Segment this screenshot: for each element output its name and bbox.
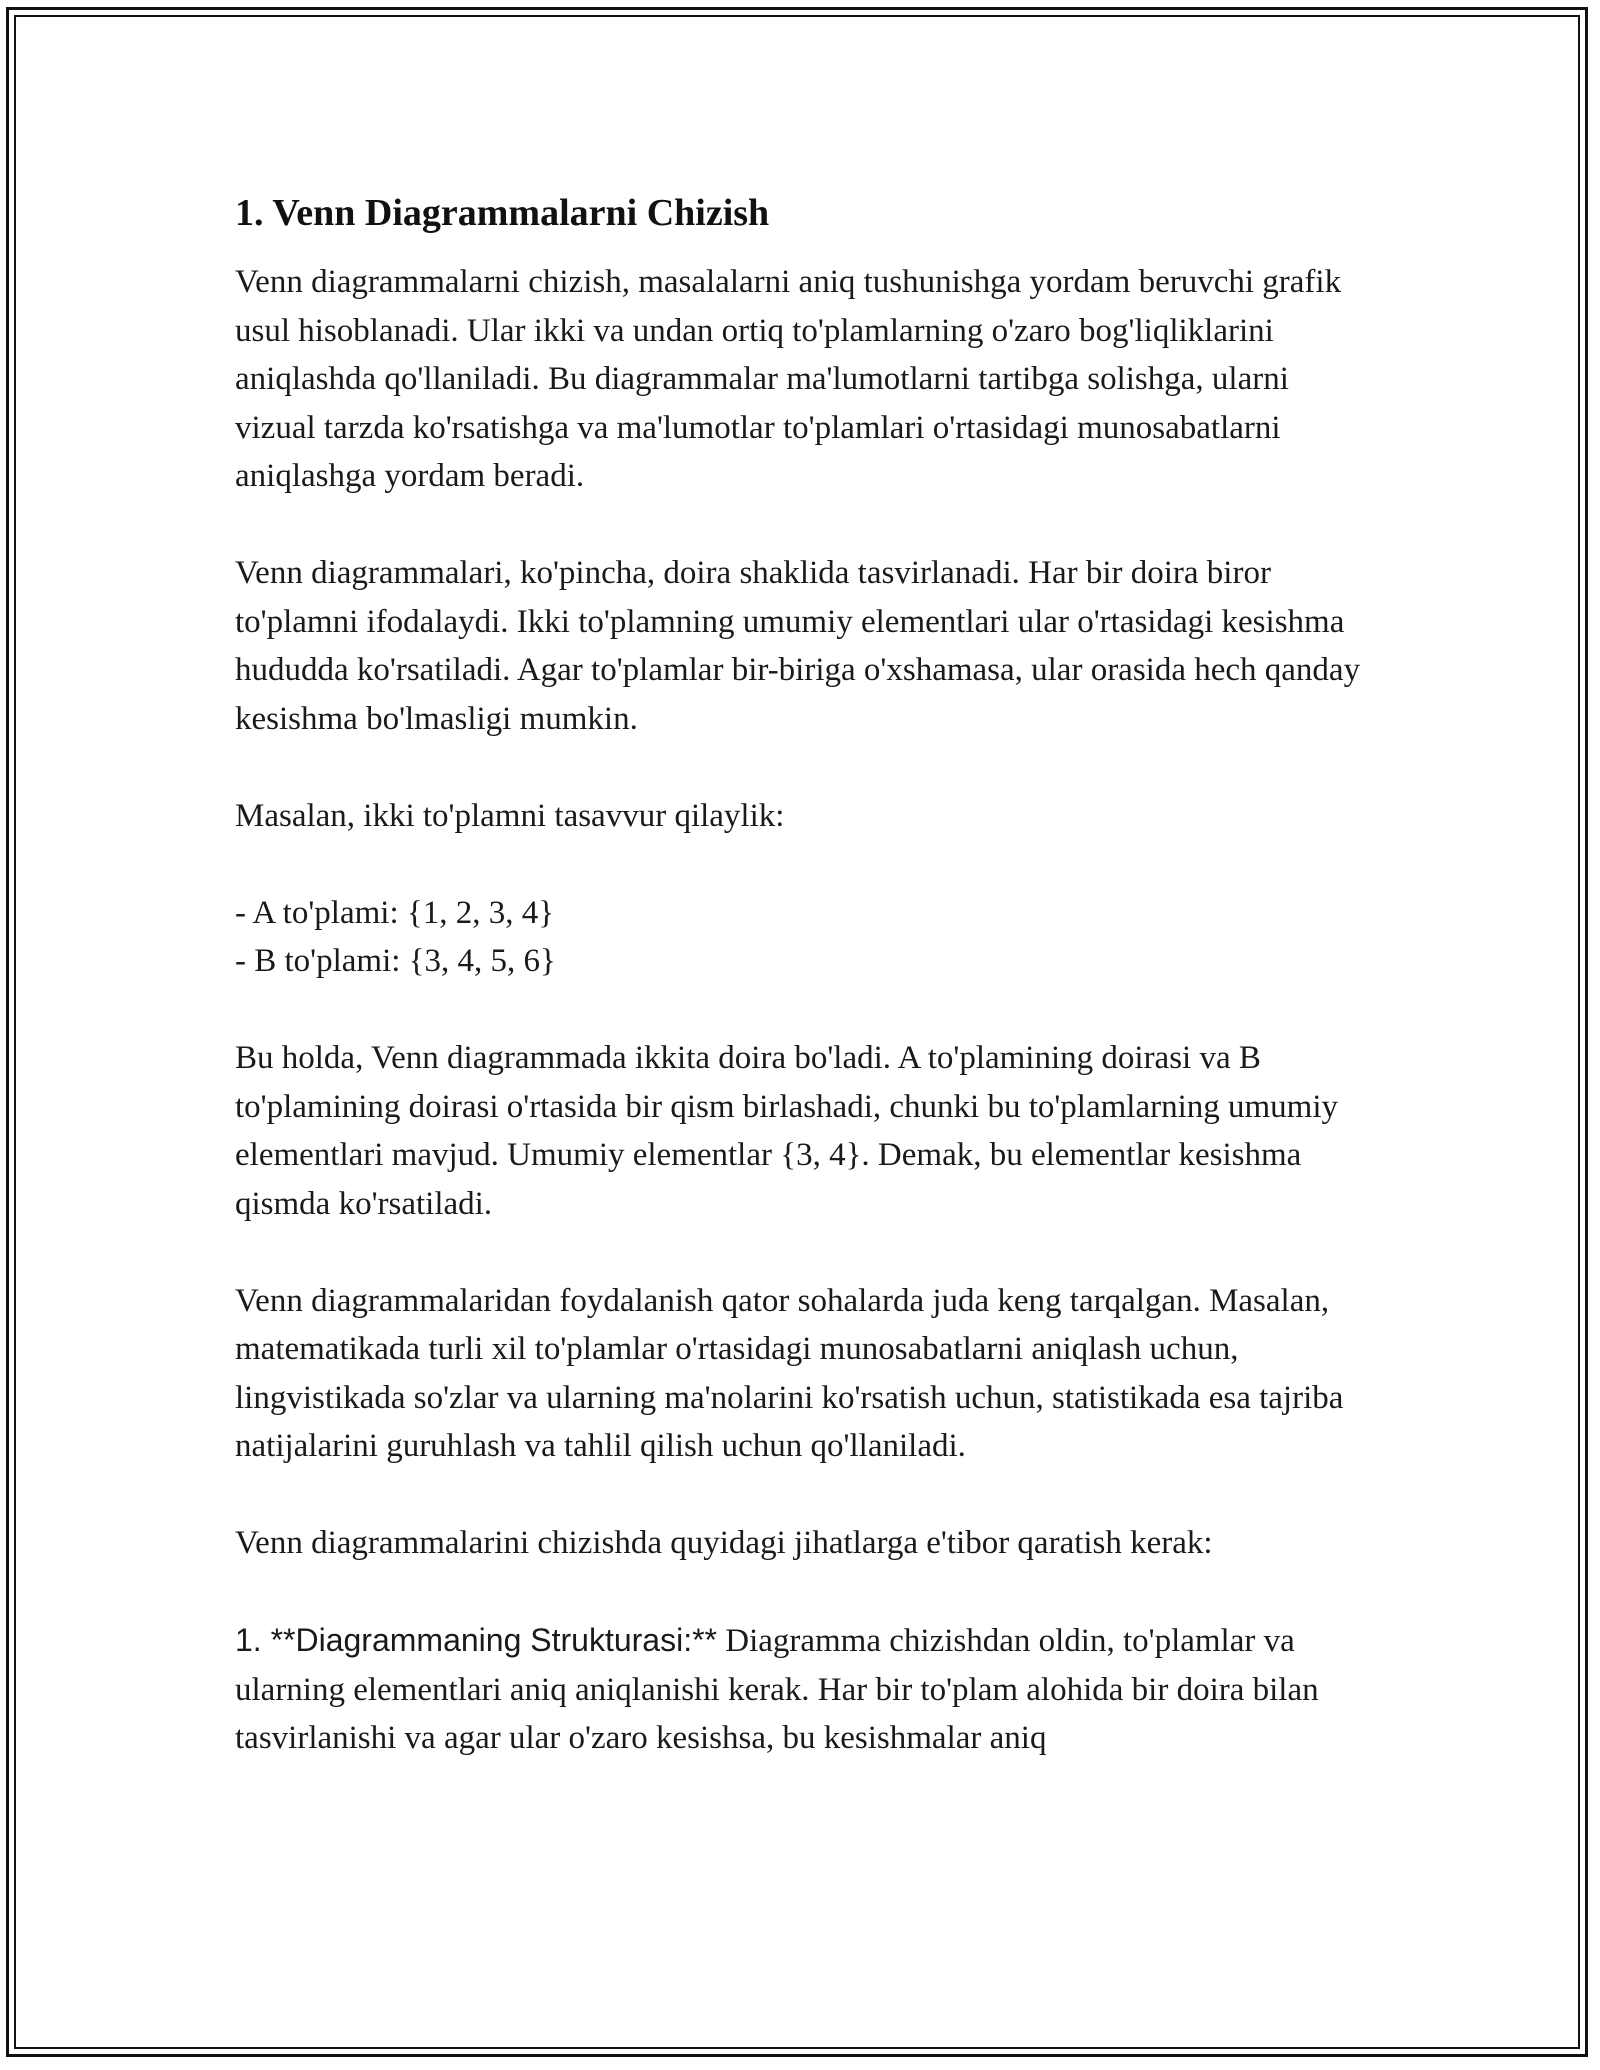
list-item-set-b: - B to'plami: {3, 4, 5, 6} [235,943,556,979]
paragraph-circles: Venn diagrammalari, ko'pincha, doira shaklida tasvirlanadi. Har bir doira biror to'plamni ifodalaydi. Ikki to'plamning umumiy elementlari ular o'rtasidagi kesishma hududda ko'rsatiladi. Agar to'plamlar bir-biriga o'xshamasa, ular orasida hech qanday kesishma bo'lmasligi mumkin. [235,555,1361,737]
numbered-item-prefix: 1. **Diagrammaning Strukturasi:** [235,1622,717,1658]
paragraph-example-intro: Masalan, ikki to'plamni tasavvur qilaylik: [235,797,785,834]
document-body [235,186,1375,1763]
list-item-set-a: - A to'plami: {1, 2, 3, 4} [235,894,555,931]
section-heading: 1. Venn Diagrammalarni Chizish [235,192,770,234]
numbered-item-text: Diagramma chizishdan oldin, to'plamlar va ularning elementlari aniq aniqlanishi kerak. Har bir to'plam alohida bir doira bilan tasvirlanishi va agar ular o'zaro kesishsa, bu kesishmalar aniq [235,1623,1319,1756]
paragraph-intro: Venn diagrammalarni chizish, masalalarni aniq tushunishga yordam beruvchi grafik usul hisoblanadi. Ular ikki va undan ortiq to'plamlarning o'zaro bog'liqliklarini aniqlashda qo'llaniladi. Bu diagrammalar ma'lumotlarni tartibga solishga, ularni vizual tarzda ko'rsatishga va ma'lumotlar to'plamlari o'rtasidagi munosabatlarni aniqlashga yordam beradi. [235,264,1342,494]
paragraph-considerations-intro: Venn diagrammalarini chizishda quyidagi jihatlarga e'tibor qaratish kerak: [235,1525,1213,1561]
numbered-item-structure [235,1616,1375,1763]
paragraph-example-explanation: Bu holda, Venn diagrammada ikkita doira bo'ladi. A to'plamining doirasi va B to'plamining doirasi o'rtasida bir qism birlashadi, chunki bu to'plamlarning umumiy elementlari mavjud. Umumiy elementlar {3, 4}. Demak, bu elementlar kesishma qismda ko'rsatiladi. [235,1040,1339,1222]
paragraph-applications: Venn diagrammalaridan foydalanish qator sohalarda juda keng tarqalgan. Masalan, matematikada turli xil to'plamlar o'rtasidagi munosabatlarni aniqlash uchun, lingvistikada so'zlar va ularning ma'nolarini ko'rsatish uchun, statistikada esa tajriba natijalarini guruhlash va tahlil qilish uchun qo'llaniladi. [235,1282,1344,1464]
